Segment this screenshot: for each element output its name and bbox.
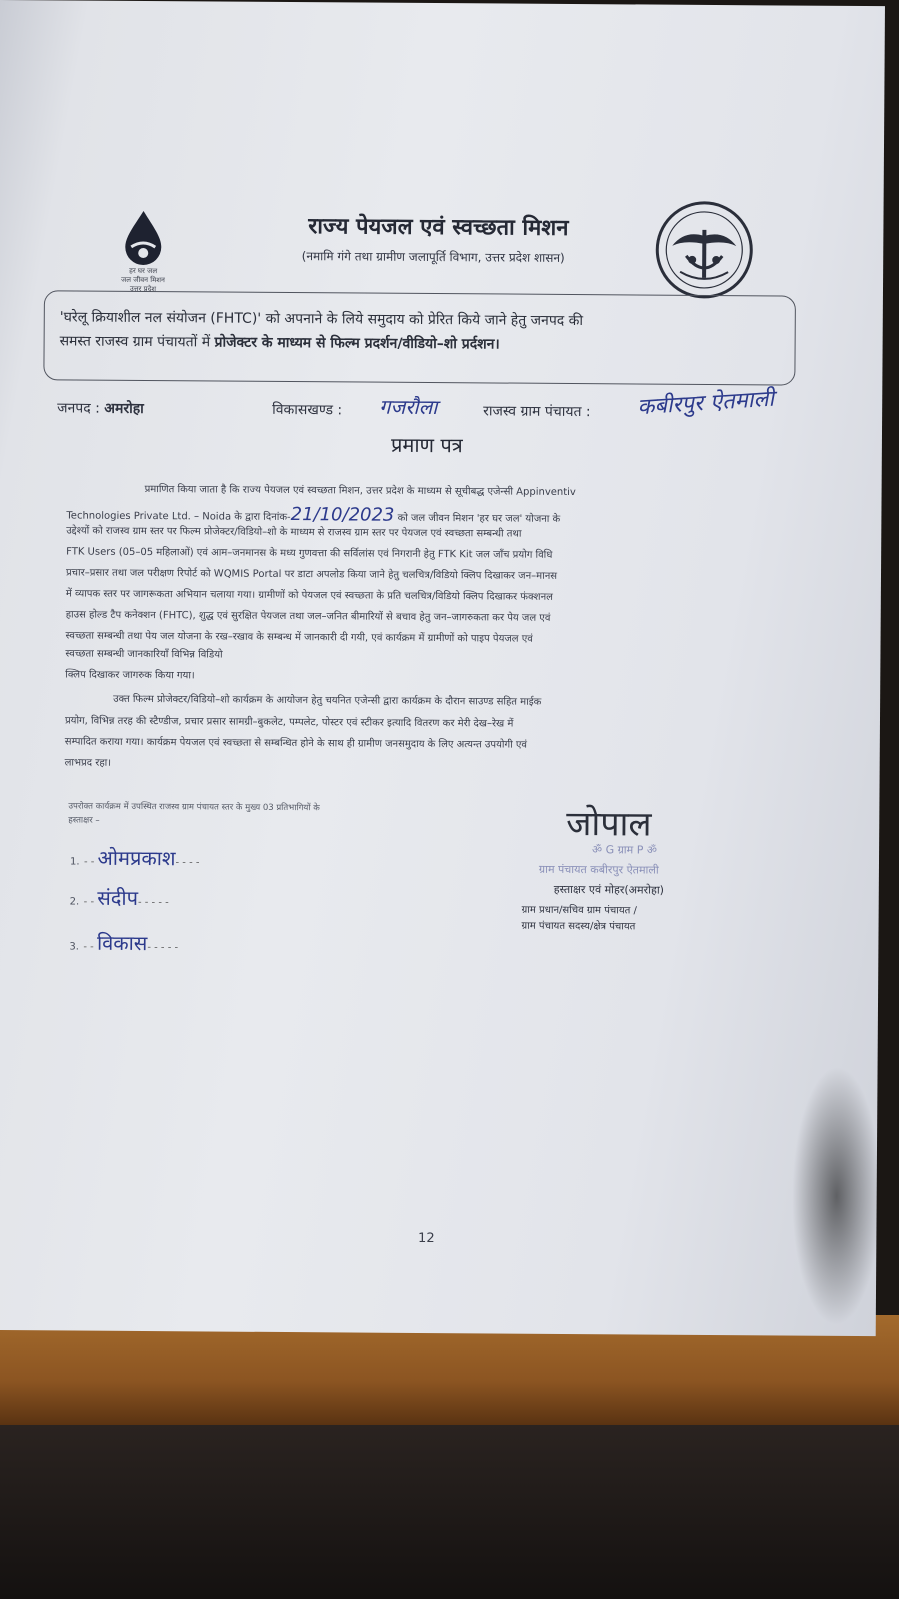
har-ghar-jal-logo [98, 209, 189, 300]
vikaskhand-label: विकासखण्ड : [272, 401, 343, 419]
banner-line-2-plain: समस्त राजस्व ग्राम पंचायतों में [59, 333, 215, 351]
body-line-14: लाभप्रद रहा। [64, 757, 112, 769]
hand-shadow [791, 1066, 883, 1327]
logo-caption-2: जल जीवन मिशन [121, 275, 165, 285]
body-line-13: सम्पादित कराया गया। कार्यक्रम पेयजल एवं स्वच्छता से सम्बन्धित होने के साथ ही ग्रामीण जनसमुदाय के लिए अत्यन्त उपयोगी एवं [64, 736, 528, 751]
participants-note-1: उपरोक्त कार्यक्रम में उपस्थित राजस्व ग्राम पंचायत स्तर के मुख्य 03 प्रतिभागियों के [68, 801, 320, 814]
participant-3-num: 3. [69, 941, 79, 953]
logo-caption-3: उत्तर प्रदेश [129, 284, 157, 294]
stamp-line-3: हस्ताक्षर एवं मोहर(अमरोहा) [553, 882, 665, 897]
stamp-line-2: ग्राम पंचायत कबीरपुर ऐतमाली [538, 862, 659, 877]
body-line-7: हाउस होल्ड टैप कनेक्शन (FHTC), शुद्ध एवं सुरक्षित पेयजल तथा जल–जनित बीमारियों से बचाव हेतु जन–जागरुकता कर पेय जल एवं [65, 609, 551, 624]
body-line-4: FTK Users (05–05 महिलाओं) एवं आम–जनमानस के मध्य गुणवत्ता की सर्विलांस एवं निगरानी हेतु FTK Kit जल जाँच प्रयोग विधि [66, 546, 553, 561]
janpad-label: जनपद : [57, 400, 100, 417]
body-line-10: क्लिप दिखाकर जागरुक किया गया। [65, 669, 195, 682]
body-line-1: प्रमाणित किया जाता है कि राज्य पेयजल एवं स्वच्छता मिशन, उत्तर प्रदेश के माध्यम से सूचीबद्ध एजेन्सी Appinventiv [144, 484, 576, 499]
participant-2-num: 2. [69, 896, 80, 908]
page-number: 12 [418, 1230, 435, 1247]
program-date: 21/10/2023 [290, 504, 395, 526]
gram-panchayat-value: कबीरपुर ऐतमाली [636, 386, 775, 421]
body-line-3: उद्देश्यों को राजस्व ग्राम स्तर पर फिल्म प्रोजेक्टर/विडियो–शो के माध्यम से राजस्व ग्राम स्तर पर पेयजल एवं स्वच्छता सम्बन्धी तथा [66, 525, 522, 540]
janpad-field [57, 398, 144, 418]
body-line-2b: को जल जीवन मिशन 'हर घर जल' योजना के [394, 512, 561, 525]
pradhan-signature: जोपाल [566, 803, 652, 845]
stamp-line-1: ॐ G ग्राम P ॐ [592, 843, 657, 857]
signatory-role-1: ग्राम प्रधान/सचिव ग्राम पंचायत / [521, 904, 637, 917]
mission-title: राज्य पेयजल एवं स्वच्छता मिशन [308, 213, 569, 241]
body-line-6: में व्यापक स्तर पर जागरूकता अभियान चलाया गया। ग्रामीणों को पेयजल एवं स्वच्छता के प्रति चलचित्र/विडियो क्लिप दिखाकर फंक्शनल [65, 588, 554, 603]
dark-floor [0, 1425, 899, 1599]
gram-panchayat-label: राजस्व ग्राम पंचायत : [483, 403, 591, 421]
janpad-value: अमरोहा [104, 400, 144, 418]
participant-1: 1. - - ओमप्रकाश- - - - [69, 845, 200, 871]
body-line-8: स्वच्छता सम्बन्धी तथा पेय जल योजना के रख–रखाव के सम्बन्ध में जानकारी दी गयी, एवं कार्यक्रम में ग्रामीणों को पाइप पेयजल एवं [65, 630, 533, 645]
program-banner [43, 290, 796, 385]
body-line-2a: Technologies Private Ltd. – Noida के द्वारा दिनांक- [66, 510, 291, 524]
certificate-heading: प्रमाण पत्र [390, 432, 463, 458]
participant-2-signature: संदीप [97, 885, 139, 910]
body-line-11: उक्त फिल्म प्रोजेक्टर/विडियो–शो कार्यक्रम के आयोजन हेतु चयनित एजेन्सी द्वारा कार्यक्रम के दौरान साउण्ड सहित माईक [113, 693, 542, 708]
vikaskhand-value: गजरौला [379, 394, 438, 420]
participants-note-2: हस्ताक्षर – [68, 815, 100, 826]
body-line-5: प्रचार–प्रसार तथा जल परीक्षण रिपोर्ट को WQMIS Portal पर डाटा अपलोड किया जाने हेतु चलचित्र/विडियो क्लिप दिखाकर जन–मानस [65, 567, 558, 582]
banner-line-1: 'घरेलू क्रियाशील नल संयोजन (FHTC)' को अपनाने के लिये समुदाय को प्रेरित किये जाने हेतु जनपद की [59, 309, 584, 330]
mission-subtitle: (नमामि गंगे तथा ग्रामीण जलापूर्ति विभाग, उत्तर प्रदेश शासन) [301, 249, 565, 265]
body-line-12: प्रयोग, विभिन्न तरह की स्टैण्डीज, प्रचार प्रसार सामग्री–बुकलेट, पम्पलेट, पोस्टर एवं स्टीकर इत्यादि वितरण कर मेरी देख–रेख में [64, 715, 514, 730]
participant-3-signature: विकास [96, 930, 148, 956]
water-drop-icon [121, 209, 165, 267]
banner-line-2 [60, 331, 780, 355]
signatory-role-2: ग्राम पंचायत सदस्य/क्षेत्र पंचायत [521, 920, 636, 933]
participant-2: 2. - - संदीप- - - - - [69, 885, 169, 910]
up-government-emblem-icon [654, 200, 755, 301]
logo-caption-1: हर घर जल [129, 266, 158, 276]
body-line-9: स्वच्छता सम्बन्धी जानकारियाँ विभिन्न विडियो [65, 648, 223, 661]
participant-1-signature: ओमप्रकाश [97, 845, 176, 871]
banner-line-2-bold: प्रोजेक्टर के माध्यम से फिल्म प्रदर्शन/वीडियो–शो प्रर्दशन। [214, 334, 500, 353]
participant-1-num: 1. [69, 856, 80, 868]
participant-3: 3. - - विकास- - - - - [69, 930, 179, 956]
